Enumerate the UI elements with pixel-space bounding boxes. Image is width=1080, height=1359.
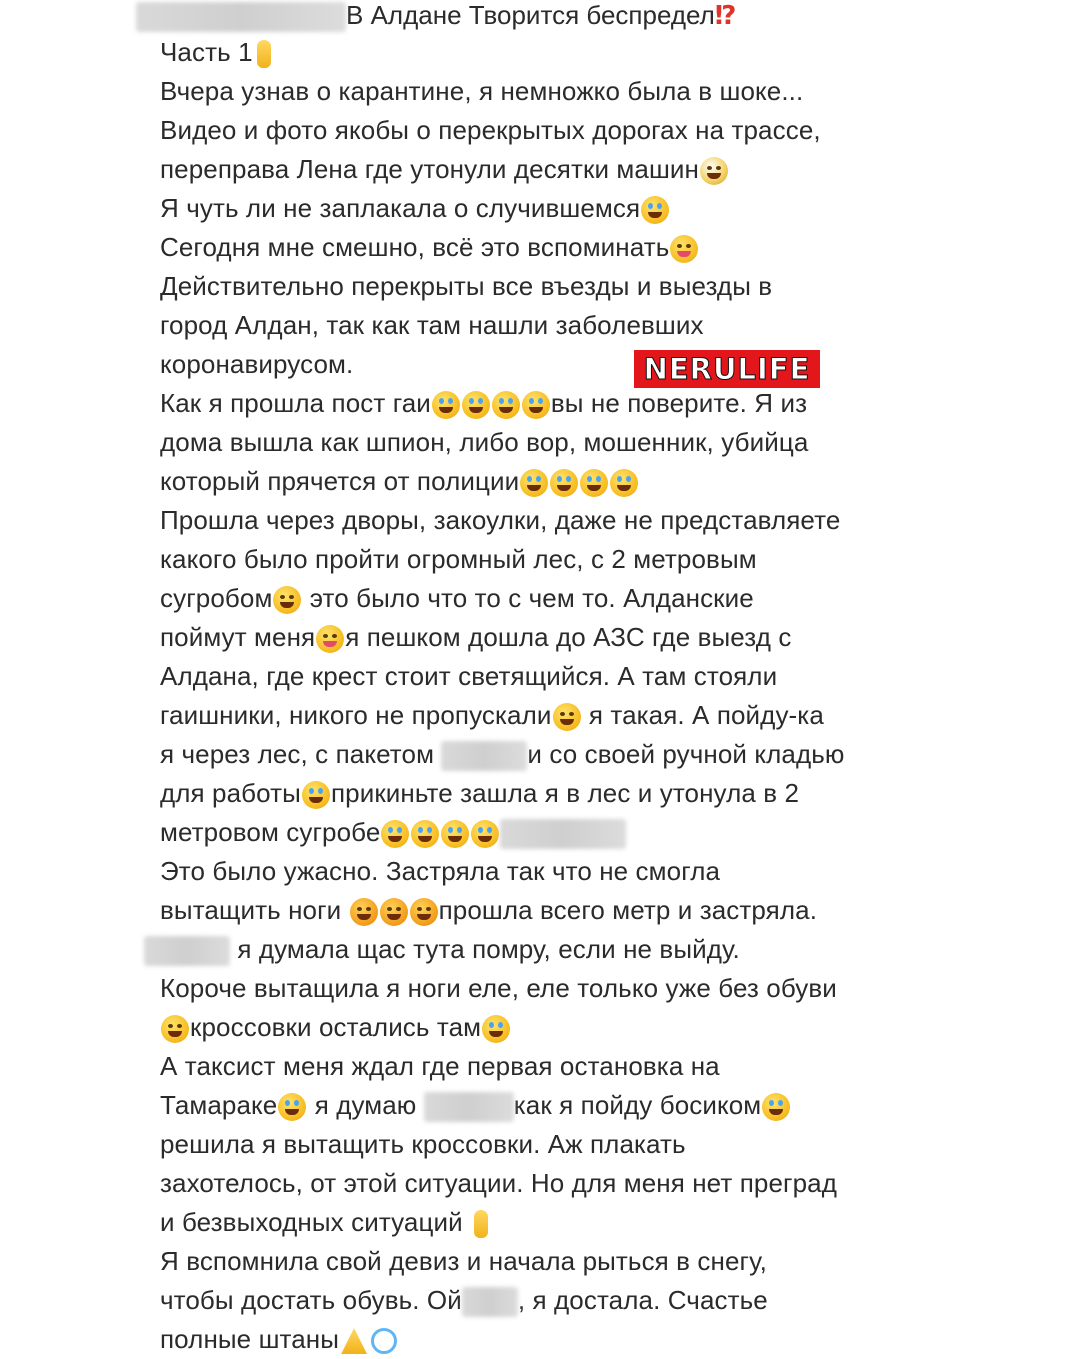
rofl-emoji-icon <box>641 196 669 224</box>
rofl-emoji-icon <box>462 391 490 419</box>
text-line: Действительно перекрыты все въезды и выезды в <box>160 271 773 301</box>
text-line: Алдана, где крест стоит светящийся. А там стояли <box>160 661 778 691</box>
exploding-head-emoji-icon <box>700 157 728 185</box>
text-line: гаишники, никого не пропускали я такая. А пойду-ка <box>160 700 824 730</box>
rofl-emoji-icon <box>278 1093 306 1121</box>
text-line: Тамараке я думаю как я пойду босиком <box>160 1086 791 1125</box>
text-line: коронавирусом. <box>160 349 354 379</box>
laughing-emoji-icon <box>161 1015 189 1043</box>
pointing-finger-icon <box>257 40 271 68</box>
text-line: Как я прошла пост гаи вы не поверите. Я из <box>160 388 808 418</box>
rofl-emoji-icon <box>492 391 520 419</box>
rofl-emoji-icon <box>381 820 409 848</box>
text-line: который прячется от полиции <box>160 462 639 501</box>
rofl-emoji-icon <box>522 391 550 419</box>
text-line: поймут меня я пешком дошла до АЗС где выезд с <box>160 622 792 652</box>
blurred-text <box>500 819 626 849</box>
text-line: Прошла через дворы, закоулки, даже не представляете <box>160 505 841 535</box>
interrobang-icon: ⁉ <box>714 0 737 30</box>
rofl-emoji-icon <box>610 469 638 497</box>
text-line: Я вспомнила свой девиз и начала рыться в снегу, <box>160 1246 767 1276</box>
text-line: дома вышла как шпион, либо вор, мошенник, убийца <box>160 427 809 457</box>
blurred-text <box>441 741 527 771</box>
laughing-emoji-icon <box>553 703 581 731</box>
blurred-text <box>424 1092 514 1122</box>
text-line: переправа Лена где утонули десятки машин <box>160 150 729 189</box>
text-line: полные штаны <box>160 1320 397 1359</box>
rofl-emoji-icon <box>482 1015 510 1043</box>
tired-face-emoji-icon <box>350 898 378 926</box>
text-line: Это было ужасно. Застряла так что не смогла <box>160 856 721 886</box>
rofl-emoji-icon <box>580 469 608 497</box>
text-line: вытащить ноги прошла всего метр и застряла. <box>160 895 818 925</box>
text-line: Видео и фото якобы о перекрытых дорогах на трассе, <box>160 115 821 145</box>
tired-face-emoji-icon <box>380 898 408 926</box>
text-line: захотелось, от этой ситуации. Но для меня нет преград <box>160 1168 837 1198</box>
text-line: Сегодня мне смешно, всё это вспоминать <box>160 228 699 267</box>
rofl-emoji-icon <box>762 1093 790 1121</box>
text-line: сугробом это было что то с чем то. Алданские <box>160 583 754 613</box>
winking-tongue-emoji-icon <box>670 235 698 263</box>
rofl-emoji-icon <box>520 469 548 497</box>
text-line: А таксист меня ждал где первая остановка на <box>160 1051 720 1081</box>
text-line: для работы прикиньте зашла я в лес и утонула в 2 <box>160 778 800 808</box>
text-line: решила я вытащить кроссовки. Аж плакать <box>160 1129 686 1159</box>
text-line: Вчера узнав о карантине, я немножко была в шоке... <box>160 76 804 106</box>
text-line: Короче вытащила я ноги еле, еле только уже без обуви <box>160 973 837 1003</box>
laughing-emoji-icon <box>273 586 301 614</box>
post-title: В Алдане Творится беспредел <box>346 0 715 30</box>
praying-hands-emoji-icon <box>341 1328 367 1354</box>
text-line: город Алдан, так как там нашли заболевших <box>160 310 704 340</box>
rofl-emoji-icon <box>550 469 578 497</box>
text-line: Часть 1 <box>160 33 271 72</box>
text-line: я через лес, с пакетом и со своей ручной кладью <box>160 735 845 774</box>
blurred-text <box>144 936 230 966</box>
blurred-text <box>462 1287 518 1317</box>
text-line: чтобы достать обувь. Ой , я достала. Счастье <box>160 1281 768 1320</box>
post-title-row <box>136 0 736 33</box>
text-line: кроссовки остались там <box>160 1008 511 1047</box>
blurred-username <box>136 2 346 32</box>
nerulife-watermark: NERULIFE <box>634 350 820 388</box>
rofl-emoji-icon <box>432 391 460 419</box>
dizzy-sparkle-emoji-icon <box>371 1328 397 1354</box>
winking-tongue-emoji-icon <box>316 625 344 653</box>
text-line: я думала щас тута помру, если не выйду. <box>144 930 740 969</box>
rofl-emoji-icon <box>411 820 439 848</box>
rofl-emoji-icon <box>441 820 469 848</box>
text-line: Я чуть ли не заплакала о случившемся <box>160 189 670 228</box>
tired-face-emoji-icon <box>410 898 438 926</box>
text-line: метровом сугробе <box>160 813 626 852</box>
text-line: какого было пройти огромный лес, с 2 метровым <box>160 544 757 574</box>
text-line: и безвыходных ситуаций <box>160 1203 488 1242</box>
rofl-emoji-icon <box>471 820 499 848</box>
pointing-finger-icon <box>474 1210 488 1238</box>
rofl-emoji-icon <box>302 781 330 809</box>
